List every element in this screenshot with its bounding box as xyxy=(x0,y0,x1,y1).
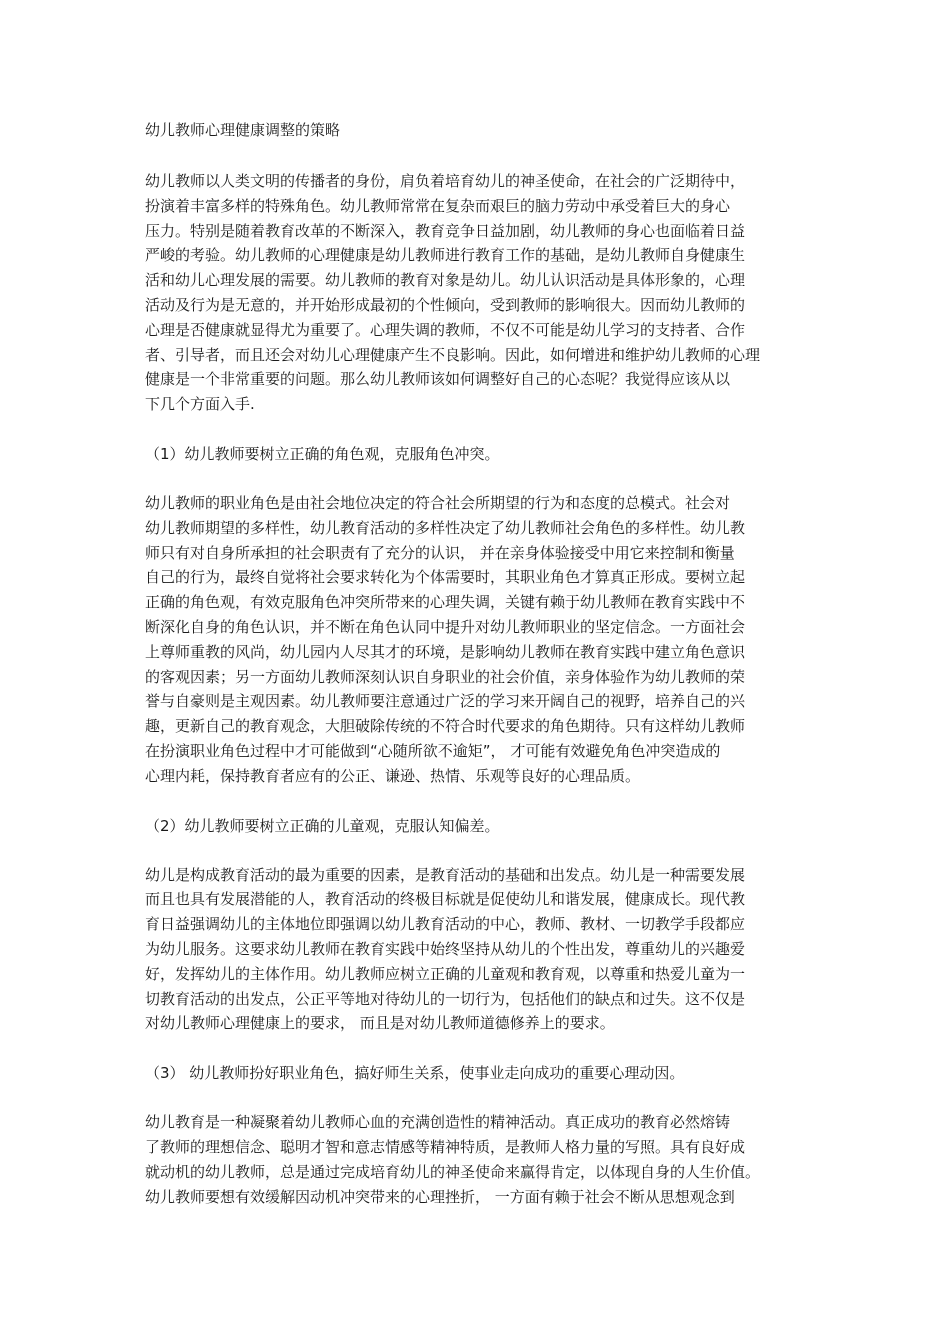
text-line: 幼儿教师的职业角色是由社会地位决定的符合社会所期望的行为和态度的总模式。社会对 xyxy=(145,493,731,512)
section-heading-3: （3） 幼儿教师扮好职业角色，搞好师生关系，使事业走向成功的重要心理动因。 xyxy=(145,1064,685,1083)
intro-paragraph xyxy=(145,169,795,417)
text-line: 活动及行为是无意的，并开始形成最初的个性倾向，受到教师的影响很大。因而幼儿教师的 xyxy=(145,295,746,314)
text-line: 幼儿是构成教育活动的最为重要的因素，是教育活动的基础和出发点。幼儿是一种需要发展 xyxy=(145,865,746,884)
document-title: 幼儿教师心理健康调整的策略 xyxy=(145,121,341,139)
text-line: 活和幼儿心理发展的需要。幼儿教师的教育对象是幼儿。幼儿认识活动是具体形象的，心理 xyxy=(145,271,746,290)
section-2-paragraph xyxy=(145,863,795,1037)
text-line: 就动机的幼儿教师，总是通过完成培育幼儿的神圣使命来赢得肯定，以体现自身的人生价值。 xyxy=(145,1162,761,1181)
text-line: 自己的行为，最终自觉将社会要求转化为个体需要时，其职业角色才算真正形成。要树立起 xyxy=(145,568,746,587)
text-line: 正确的角色观，有效克服角色冲突所带来的心理失调，关键有赖于幼儿教师在教育实践中不 xyxy=(145,593,746,612)
text-line: 下几个方面入手. xyxy=(145,395,255,414)
section-3-paragraph xyxy=(145,1110,795,1209)
text-line: 断深化自身的角色认识，并不断在角色认同中提升对幼儿教师职业的坚定信念。一方面社会 xyxy=(145,617,746,636)
text-line: 好，发挥幼儿的主体作用。幼儿教师应树立正确的儿童观和教育观，以尊重和热爱儿童为一 xyxy=(145,964,746,983)
text-line: 严峻的考验。幼儿教师的心理健康是幼儿教师进行教育工作的基础，是幼儿教师自身健康生 xyxy=(145,246,746,265)
section-1-paragraph xyxy=(145,491,795,789)
text-line: 誉与自豪则是主观因素。幼儿教师要注意通过广泛的学习来开阔自己的视野，培养自己的兴 xyxy=(145,692,746,711)
text-line: 切教育活动的出发点，公正平等地对待幼儿的一切行为，包括他们的缺点和过失。这不仅是 xyxy=(145,989,746,1008)
text-line: 上尊师重教的风尚，幼儿园内人尽其才的环境，是影响幼儿教师在教育实践中建立角色意识 xyxy=(145,642,746,661)
text-line: 幼儿教师以人类文明的传播者的身份，肩负着培育幼儿的神圣使命，在社会的广泛期待中， xyxy=(145,172,746,190)
text-line: 幼儿教师期望的多样性，幼儿教育活动的多样性决定了幼儿教师社会角色的多样性。幼儿教 xyxy=(145,518,746,537)
text-line: 幼儿教育是一种凝聚着幼儿教师心血的充满创造性的精神活动。真正成功的教育必然熔铸 xyxy=(145,1113,731,1132)
section-heading-1: （1）幼儿教师要树立正确的角色观，克服角色冲突。 xyxy=(145,444,500,463)
text-line: 了教师的理想信念、聪明才智和意志情感等精神特质，是教师人格力量的写照。具有良好成 xyxy=(145,1137,746,1156)
text-line: 心理内耗，保持教育者应有的公正、谦逊、热情、乐观等良好的心理品质。 xyxy=(145,766,641,785)
section-heading-2: （2）幼儿教师要树立正确的儿童观，克服认知偏差。 xyxy=(145,816,500,835)
text-line: 扮演着丰富多样的特殊角色。幼儿教师常常在复杂而艰巨的脑力劳动中承受着巨大的身心 xyxy=(145,196,731,215)
text-line: 幼儿教师要想有效缓解因动机冲突带来的心理挫折， 一方面有赖于社会不断从思想观念到 xyxy=(145,1187,735,1206)
text-line: 健康是一个非常重要的问题。那么幼儿教师该如何调整好自己的心态呢？我觉得应该从以 xyxy=(145,370,731,389)
text-line: 而且也具有发展潜能的人，教育活动的终极目标就是促使幼儿和谐发展，健康成长。现代教 xyxy=(145,890,746,909)
document-page xyxy=(145,118,795,1234)
text-line: 在扮演职业角色过程中才可能做到“心随所欲不逾矩”， 才可能有效避免角色冲突造成的 xyxy=(145,741,721,760)
text-line: 心理是否健康就显得尤为重要了。心理失调的教师，不仅不可能是幼儿学习的支持者、合作 xyxy=(145,320,746,339)
text-line: 者、引导者，而且还会对幼儿心理健康产生不良影响。因此，如何增进和维护幼儿教师的心理 xyxy=(145,345,761,364)
text-line: 压力。特别是随着教育改革的不断深入，教育竞争日益加剧，幼儿教师的身心也面临着日益 xyxy=(145,221,746,240)
text-line: 趣，更新自己的教育观念，大胆破除传统的不符合时代要求的角色期待。只有这样幼儿教师 xyxy=(145,717,746,736)
text-line: 的客观因素；另一方面幼儿教师深刻认识自身职业的社会价值，亲身体验作为幼儿教师的荣 xyxy=(145,667,746,686)
text-line: 对幼儿教师心理健康上的要求， 而且是对幼儿教师道德修养上的要求。 xyxy=(145,1014,615,1033)
text-line: 师只有对自身所承担的社会职责有了充分的认识， 并在亲身体验接受中用它来控制和衡量 xyxy=(145,543,735,562)
text-line: 为幼儿服务。这要求幼儿教师在教育实践中始终坚持从幼儿的个性出发，尊重幼儿的兴趣爱 xyxy=(145,939,746,958)
text-line: 育日益强调幼儿的主体地位即强调以幼儿教育活动的中心，教师、教材、一切教学手段都应 xyxy=(145,915,746,934)
